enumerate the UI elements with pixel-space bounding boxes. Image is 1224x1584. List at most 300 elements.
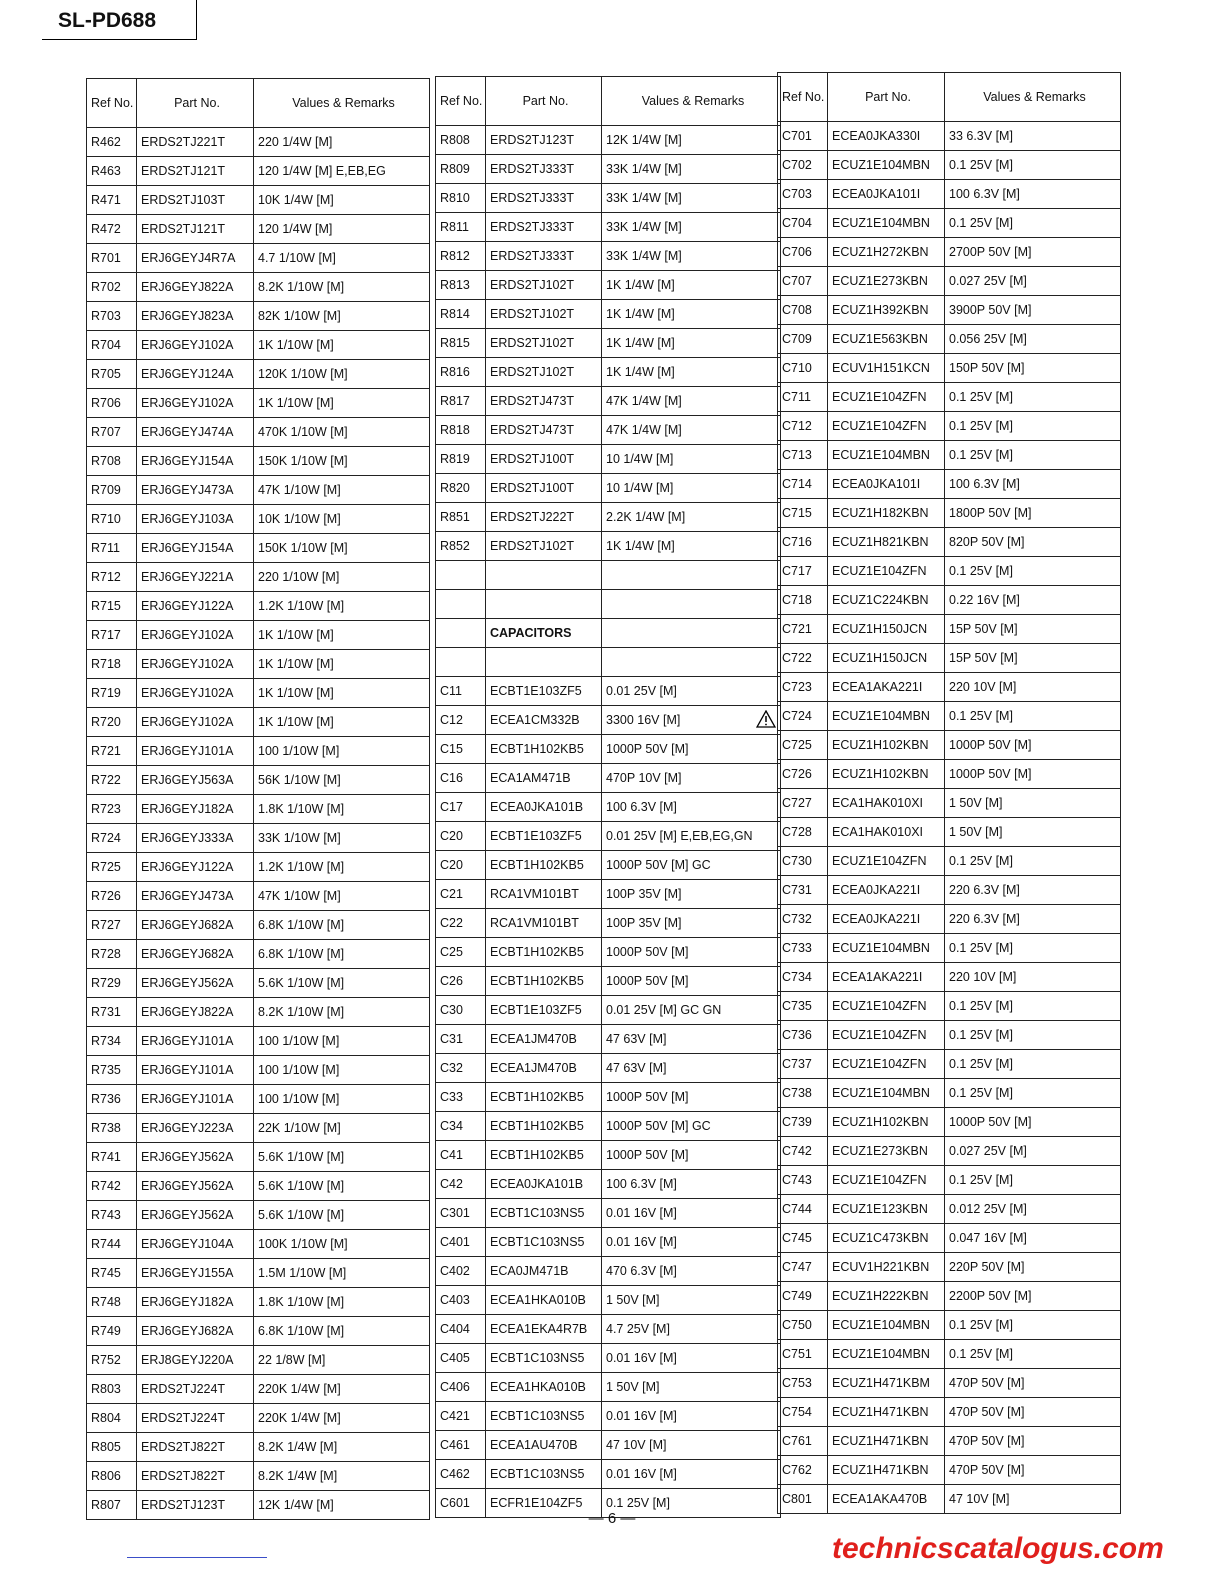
part-cell: ERDS2TJ822T <box>137 1433 254 1462</box>
table-row <box>87 1462 430 1491</box>
table-row <box>436 1170 781 1199</box>
part-cell: ERDS2TJ100T <box>486 445 602 474</box>
values-cell: 47K 1/10W [M] <box>254 476 430 505</box>
table-row <box>436 648 781 677</box>
ref-cell: C401 <box>436 1228 486 1257</box>
values-cell: 220 1/10W [M] <box>254 563 430 592</box>
col-header-values: Values & Remarks <box>945 73 1121 122</box>
ref-cell: C722 <box>778 644 828 673</box>
table-row <box>778 992 1121 1021</box>
ref-cell: C749 <box>778 1282 828 1311</box>
col-header-ref: Ref No. <box>436 77 486 126</box>
part-cell: ERJ6GEYJ154A <box>137 534 254 563</box>
part-cell: ERJ6GEYJ822A <box>137 998 254 1027</box>
table-row <box>436 532 781 561</box>
ref-cell: C704 <box>778 209 828 238</box>
ref-cell: R809 <box>436 155 486 184</box>
table-row <box>87 998 430 1027</box>
values-cell: 12K 1/4W [M] <box>254 1491 430 1520</box>
ref-cell: C712 <box>778 412 828 441</box>
table-row <box>436 213 781 242</box>
table-row <box>778 470 1121 499</box>
table-row <box>87 1259 430 1288</box>
table-row <box>87 1056 430 1085</box>
ref-cell: R749 <box>87 1317 137 1346</box>
ref-cell: R804 <box>87 1404 137 1433</box>
part-cell: ERJ6GEYJ102A <box>137 389 254 418</box>
ref-cell: C734 <box>778 963 828 992</box>
table-row <box>778 847 1121 876</box>
part-cell: ECEA1JM470B <box>486 1054 602 1083</box>
ref-cell: C761 <box>778 1427 828 1456</box>
part-cell: RCA1VM101BT <box>486 909 602 938</box>
part-cell: ECEA1CM332B <box>486 706 602 735</box>
table-row <box>436 1112 781 1141</box>
table-row <box>87 302 430 331</box>
table-row <box>436 938 781 967</box>
table-row <box>87 215 430 244</box>
ref-cell: R819 <box>436 445 486 474</box>
values-cell: 1000P 50V [M] <box>602 735 781 764</box>
ref-cell: R817 <box>436 387 486 416</box>
part-cell: ECUZ1E273KBN <box>828 267 945 296</box>
table-row <box>778 1166 1121 1195</box>
ref-cell: C732 <box>778 905 828 934</box>
table-row <box>87 824 430 853</box>
ref-cell: R731 <box>87 998 137 1027</box>
values-cell: 100 6.3V [M] <box>602 1170 781 1199</box>
ref-cell: C750 <box>778 1311 828 1340</box>
values-cell: 1K 1/4W [M] <box>602 271 781 300</box>
table-row <box>87 1288 430 1317</box>
part-cell: ECA1HAK010XI <box>828 818 945 847</box>
values-cell: 47K 1/10W [M] <box>254 882 430 911</box>
ref-cell: C801 <box>778 1485 828 1514</box>
part-cell: ECUZ1E104MBN <box>828 702 945 731</box>
table-row <box>87 969 430 998</box>
values-cell: 100P 35V [M] <box>602 880 781 909</box>
table-row <box>87 1433 430 1462</box>
table-row <box>87 621 430 650</box>
ref-cell: C301 <box>436 1199 486 1228</box>
ref-cell: R818 <box>436 416 486 445</box>
ref-cell: R814 <box>436 300 486 329</box>
table-row <box>87 1201 430 1230</box>
ref-cell: R705 <box>87 360 137 389</box>
ref-cell: R738 <box>87 1114 137 1143</box>
values-cell: 47 63V [M] <box>602 1054 781 1083</box>
ref-cell: R718 <box>87 650 137 679</box>
part-cell: ERJ6GEYJ124A <box>137 360 254 389</box>
values-cell: 5.6K 1/10W [M] <box>254 969 430 998</box>
values-cell: 0.027 25V [M] <box>945 267 1121 296</box>
ref-cell: C725 <box>778 731 828 760</box>
ref-cell: R711 <box>87 534 137 563</box>
part-cell: ERJ6GEYJ473A <box>137 476 254 505</box>
values-cell: 470P 50V [M] <box>945 1427 1121 1456</box>
part-cell: ECEA0JKA330I <box>828 122 945 151</box>
table-row <box>87 1346 430 1375</box>
ref-cell: C754 <box>778 1398 828 1427</box>
values-cell: 4.7 25V [M] <box>602 1315 781 1344</box>
table-row <box>87 1172 430 1201</box>
part-cell: ERJ6GEYJ682A <box>137 911 254 940</box>
values-cell: 47K 1/4W [M] <box>602 387 781 416</box>
values-cell: 10K 1/10W [M] <box>254 505 430 534</box>
part-cell: ERDS2TJ121T <box>137 157 254 186</box>
ref-cell: C20 <box>436 851 486 880</box>
table-row <box>87 157 430 186</box>
table-row <box>87 505 430 534</box>
part-cell: ECUZ1H272KBN <box>828 238 945 267</box>
values-cell: 10 1/4W [M] <box>602 445 781 474</box>
part-cell: ECUZ1E104ZFN <box>828 412 945 441</box>
ref-cell: C12 <box>436 706 486 735</box>
ref-cell: C724 <box>778 702 828 731</box>
col-header-ref: Ref No. <box>87 79 137 128</box>
ref-cell: C735 <box>778 992 828 1021</box>
part-cell: ERJ6GEYJ221A <box>137 563 254 592</box>
part-cell: ERDS2TJ224T <box>137 1404 254 1433</box>
table-row <box>436 1402 781 1431</box>
ref-cell: C726 <box>778 760 828 789</box>
table-row <box>778 1224 1121 1253</box>
part-cell: ERJ6GEYJ562A <box>137 1201 254 1230</box>
values-cell: 0.1 25V [M] <box>945 1079 1121 1108</box>
table-row <box>436 155 781 184</box>
values-cell <box>602 561 781 590</box>
part-cell <box>486 561 602 590</box>
values-cell: 470P 10V [M] <box>602 764 781 793</box>
part-cell: ECEA1EKA4R7B <box>486 1315 602 1344</box>
values-cell: 33 6.3V [M] <box>945 122 1121 151</box>
values-cell: 100 1/10W [M] <box>254 737 430 766</box>
col-header-part: Part No. <box>828 73 945 122</box>
part-cell: ECUZ1E104ZFN <box>828 1021 945 1050</box>
values-cell: 47 10V [M] <box>945 1485 1121 1514</box>
ref-cell: R715 <box>87 592 137 621</box>
values-cell: 56K 1/10W [M] <box>254 766 430 795</box>
values-cell: 150K 1/10W [M] <box>254 534 430 563</box>
ref-cell: R704 <box>87 331 137 360</box>
values-cell: 82K 1/10W [M] <box>254 302 430 331</box>
ref-cell: R748 <box>87 1288 137 1317</box>
ref-cell: C736 <box>778 1021 828 1050</box>
ref-cell: R729 <box>87 969 137 998</box>
table-row <box>436 561 781 590</box>
values-cell: 120 1/4W [M] <box>254 215 430 244</box>
part-cell: ERJ6GEYJ682A <box>137 940 254 969</box>
values-cell: 2.2K 1/4W [M] <box>602 503 781 532</box>
values-cell: 1K 1/10W [M] <box>254 621 430 650</box>
ref-cell: C747 <box>778 1253 828 1282</box>
ref-cell: R723 <box>87 795 137 824</box>
part-cell: ECUZ1C473KBN <box>828 1224 945 1253</box>
part-cell: ERJ6GEYJ563A <box>137 766 254 795</box>
table-row <box>87 1027 430 1056</box>
values-cell: 820P 50V [M] <box>945 528 1121 557</box>
table-row <box>778 499 1121 528</box>
table-row <box>778 760 1121 789</box>
table-row <box>87 708 430 737</box>
part-cell: ERJ6GEYJ102A <box>137 650 254 679</box>
table-row <box>778 1398 1121 1427</box>
values-cell: 0.1 25V [M] <box>945 412 1121 441</box>
values-cell: 10 1/4W [M] <box>602 474 781 503</box>
part-cell: ERJ6GEYJ474A <box>137 418 254 447</box>
parts-table-2 <box>435 76 781 1518</box>
part-cell: ECBT1C103NS5 <box>486 1199 602 1228</box>
table-row <box>778 528 1121 557</box>
part-cell <box>486 590 602 619</box>
ref-cell: C718 <box>778 586 828 615</box>
ref-cell: C21 <box>436 880 486 909</box>
values-cell: 2200P 50V [M] <box>945 1282 1121 1311</box>
ref-cell: R810 <box>436 184 486 213</box>
ref-cell: C711 <box>778 383 828 412</box>
table-row <box>87 563 430 592</box>
values-cell: 12K 1/4W [M] <box>602 126 781 155</box>
part-cell: ECEA1HKA010B <box>486 1286 602 1315</box>
part-cell: ECBT1C103NS5 <box>486 1228 602 1257</box>
table-row <box>436 706 781 735</box>
part-cell: ERJ6GEYJ562A <box>137 1172 254 1201</box>
table-row <box>436 880 781 909</box>
part-cell: ERJ6GEYJ822A <box>137 273 254 302</box>
ref-cell: R724 <box>87 824 137 853</box>
values-cell: 0.01 16V [M] <box>602 1344 781 1373</box>
table-row <box>778 1311 1121 1340</box>
values-cell: 1000P 50V [M] <box>602 938 781 967</box>
table-row <box>778 673 1121 702</box>
ref-cell: R808 <box>436 126 486 155</box>
table-row <box>778 383 1121 412</box>
part-cell: ECUZ1H150JCN <box>828 644 945 673</box>
part-cell: ERDS2TJ123T <box>486 126 602 155</box>
table-row <box>436 474 781 503</box>
values-cell: 3300 16V [M] <box>602 706 781 735</box>
part-cell: ERJ6GEYJ102A <box>137 621 254 650</box>
ref-cell: R806 <box>87 1462 137 1491</box>
values-cell: 6.8K 1/10W [M] <box>254 1317 430 1346</box>
values-cell: 1K 1/4W [M] <box>602 532 781 561</box>
values-cell: 0.01 16V [M] <box>602 1460 781 1489</box>
part-cell: ERJ6GEYJ562A <box>137 969 254 998</box>
ref-cell: C26 <box>436 967 486 996</box>
ref-cell: C30 <box>436 996 486 1025</box>
table-row <box>436 329 781 358</box>
part-cell: ECUZ1H471KBM <box>828 1369 945 1398</box>
ref-cell: R471 <box>87 186 137 215</box>
table-row <box>87 1085 430 1114</box>
table-row <box>436 416 781 445</box>
part-cell: ECEA1AU470B <box>486 1431 602 1460</box>
part-cell: ERJ6GEYJ562A <box>137 1143 254 1172</box>
part-cell: ECUZ1H150JCN <box>828 615 945 644</box>
values-cell: 1.8K 1/10W [M] <box>254 1288 430 1317</box>
table-row <box>436 851 781 880</box>
part-cell: ECUZ1H102KBN <box>828 1108 945 1137</box>
part-cell: ECEA1AKA221I <box>828 673 945 702</box>
part-cell: ECBT1H102KB5 <box>486 1083 602 1112</box>
table-row <box>778 180 1121 209</box>
values-cell: 6.8K 1/10W [M] <box>254 940 430 969</box>
part-cell: ERJ6GEYJ223A <box>137 1114 254 1143</box>
part-cell: ECEA0JKA101B <box>486 793 602 822</box>
part-cell: ERJ6GEYJ103A <box>137 505 254 534</box>
part-cell: ERDS2TJ102T <box>486 300 602 329</box>
values-cell: 0.01 25V [M] GC GN <box>602 996 781 1025</box>
values-cell: 1 50V [M] <box>945 818 1121 847</box>
table-row <box>87 737 430 766</box>
ref-cell: R734 <box>87 1027 137 1056</box>
ref-cell: R702 <box>87 273 137 302</box>
part-cell: ECUZ1E104ZFN <box>828 1166 945 1195</box>
values-cell: 22 1/8W [M] <box>254 1346 430 1375</box>
table-row <box>87 766 430 795</box>
values-cell: 33K 1/4W [M] <box>602 155 781 184</box>
table-row <box>778 963 1121 992</box>
part-cell: ERJ6GEYJ101A <box>137 1027 254 1056</box>
values-cell: 220 10V [M] <box>945 673 1121 702</box>
ref-cell: C32 <box>436 1054 486 1083</box>
table-row <box>778 1195 1121 1224</box>
values-cell: 0.056 25V [M] <box>945 325 1121 354</box>
part-cell: ECBT1C103NS5 <box>486 1460 602 1489</box>
part-cell: ERJ6GEYJ101A <box>137 737 254 766</box>
table-row <box>436 590 781 619</box>
values-cell: 220 10V [M] <box>945 963 1121 992</box>
ref-cell: C402 <box>436 1257 486 1286</box>
values-cell: 100 1/10W [M] <box>254 1056 430 1085</box>
part-cell: ECUZ1H102KBN <box>828 731 945 760</box>
table-row <box>87 795 430 824</box>
values-cell: 220 1/4W [M] <box>254 128 430 157</box>
table-row <box>778 644 1121 673</box>
ref-cell: R717 <box>87 621 137 650</box>
ref-cell: R712 <box>87 563 137 592</box>
ref-cell: C406 <box>436 1373 486 1402</box>
ref-cell: R701 <box>87 244 137 273</box>
ref-cell: C34 <box>436 1112 486 1141</box>
values-cell: 0.1 25V [M] <box>945 992 1121 1021</box>
table-row <box>436 996 781 1025</box>
ref-cell: R707 <box>87 418 137 447</box>
ref-cell: R816 <box>436 358 486 387</box>
ref-cell: R735 <box>87 1056 137 1085</box>
part-cell: ERJ6GEYJ823A <box>137 302 254 331</box>
part-cell: ECUZ1E104MBN <box>828 151 945 180</box>
col-header-part: Part No. <box>486 77 602 126</box>
values-cell: 100K 1/10W [M] <box>254 1230 430 1259</box>
table-row <box>87 882 430 911</box>
table-row <box>436 1228 781 1257</box>
warning-triangle-icon <box>756 710 776 728</box>
part-cell: ECEA0JKA101B <box>486 1170 602 1199</box>
part-cell: ERDS2TJ102T <box>486 532 602 561</box>
table-row <box>778 1253 1121 1282</box>
table-row <box>778 557 1121 586</box>
table-row <box>87 389 430 418</box>
ref-cell: C33 <box>436 1083 486 1112</box>
ref-cell: C16 <box>436 764 486 793</box>
part-cell: ERDS2TJ221T <box>137 128 254 157</box>
part-cell: ECBT1C103NS5 <box>486 1344 602 1373</box>
part-cell: ERDS2TJ121T <box>137 215 254 244</box>
ref-cell: C733 <box>778 934 828 963</box>
ref-cell: C405 <box>436 1344 486 1373</box>
ref-cell: C753 <box>778 1369 828 1398</box>
values-cell: 0.01 25V [M] E,EB,EG,GN <box>602 822 781 851</box>
part-cell: ECEA1AKA470B <box>828 1485 945 1514</box>
part-cell: ECBT1E103ZF5 <box>486 822 602 851</box>
part-cell: ECEA0JKA221I <box>828 876 945 905</box>
values-cell: 0.01 16V [M] <box>602 1228 781 1257</box>
table-row <box>436 1344 781 1373</box>
values-cell: 470K 1/10W [M] <box>254 418 430 447</box>
part-cell: ECA1HAK010XI <box>828 789 945 818</box>
values-cell: 8.2K 1/4W [M] <box>254 1433 430 1462</box>
ref-cell: R719 <box>87 679 137 708</box>
part-cell: ERDS2TJ473T <box>486 416 602 445</box>
ref-cell: C745 <box>778 1224 828 1253</box>
values-cell: 0.1 25V [M] <box>945 847 1121 876</box>
ref-cell: R742 <box>87 1172 137 1201</box>
table-row <box>778 1021 1121 1050</box>
values-cell: 1 50V [M] <box>602 1286 781 1315</box>
table-row <box>436 1460 781 1489</box>
table-row <box>87 476 430 505</box>
part-cell: ECUZ1E273KBN <box>828 1137 945 1166</box>
values-cell: 3900P 50V [M] <box>945 296 1121 325</box>
table-row <box>778 586 1121 615</box>
table-row <box>87 940 430 969</box>
ref-cell: R852 <box>436 532 486 561</box>
table-row <box>87 534 430 563</box>
part-cell: ERJ6GEYJ154A <box>137 447 254 476</box>
part-cell: ECEA0JKA101I <box>828 180 945 209</box>
values-cell: 1K 1/4W [M] <box>602 300 781 329</box>
part-cell: ECUZ1E104ZFN <box>828 557 945 586</box>
values-cell: 1000P 50V [M] <box>945 731 1121 760</box>
part-cell: ECUZ1H471KBN <box>828 1398 945 1427</box>
ref-cell: R807 <box>87 1491 137 1520</box>
part-cell: ECBT1H102KB5 <box>486 851 602 880</box>
part-cell: ERDS2TJ102T <box>486 271 602 300</box>
ref-cell: R708 <box>87 447 137 476</box>
table-row <box>436 764 781 793</box>
part-cell: ERJ6GEYJ333A <box>137 824 254 853</box>
part-cell: ECA0JM471B <box>486 1257 602 1286</box>
part-cell: ECUZ1C224KBN <box>828 586 945 615</box>
ref-cell: R462 <box>87 128 137 157</box>
values-cell: 4.7 1/10W [M] <box>254 244 430 273</box>
col-header-ref: Ref No. <box>778 73 828 122</box>
values-cell: 0.01 16V [M] <box>602 1199 781 1228</box>
part-cell: ECUZ1E104ZFN <box>828 383 945 412</box>
values-cell: 8.2K 1/10W [M] <box>254 998 430 1027</box>
ref-cell: C703 <box>778 180 828 209</box>
values-cell: 0.1 25V [M] <box>945 441 1121 470</box>
ref-cell: R813 <box>436 271 486 300</box>
table-row <box>87 128 430 157</box>
table-row <box>778 818 1121 847</box>
table-row <box>778 789 1121 818</box>
table-row <box>778 934 1121 963</box>
values-cell: 1.2K 1/10W [M] <box>254 592 430 621</box>
values-cell: 0.1 25V [M] <box>945 1340 1121 1369</box>
values-cell: 220P 50V [M] <box>945 1253 1121 1282</box>
